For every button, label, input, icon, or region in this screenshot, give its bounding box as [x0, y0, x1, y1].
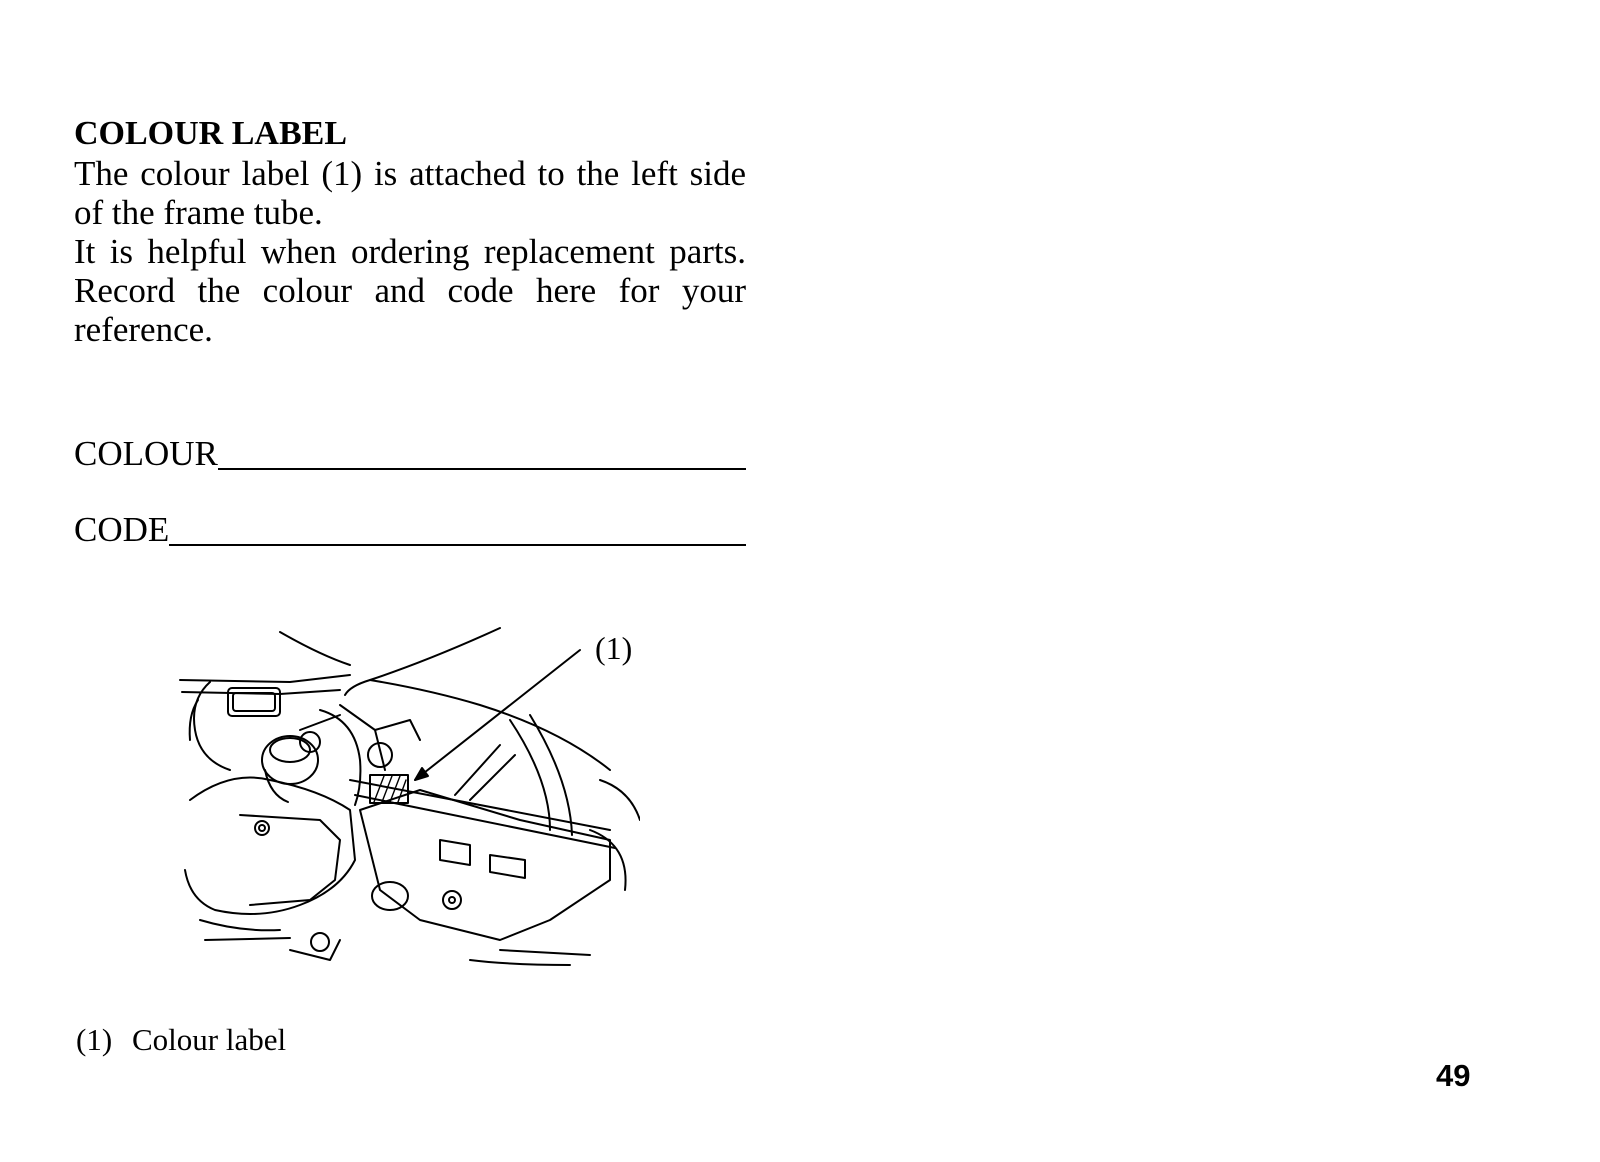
colour-label-section: [74, 114, 746, 349]
colour-field[interactable]: [74, 434, 746, 474]
page-number: 49: [1436, 1058, 1471, 1093]
instruction-paragraph: It is helpful when ordering replacement parts. Record the colour and code here for your reference.: [74, 232, 746, 349]
colour-write-line[interactable]: [218, 467, 746, 470]
code-field[interactable]: [74, 510, 746, 550]
caption-text: Colour label: [132, 1022, 287, 1057]
code-field-label: CODE: [74, 510, 170, 549]
figure-callout-1: (1): [595, 630, 633, 666]
code-write-line[interactable]: [169, 543, 746, 546]
intro-paragraph: The colour label (1) is attached to the left side of the frame tube.: [74, 154, 746, 232]
section-heading: COLOUR LABEL: [74, 115, 347, 152]
frame-illustration: [170, 620, 640, 990]
caption-number: (1): [76, 1022, 113, 1057]
figure-caption: [76, 1022, 286, 1058]
colour-field-label: COLOUR: [74, 434, 218, 473]
